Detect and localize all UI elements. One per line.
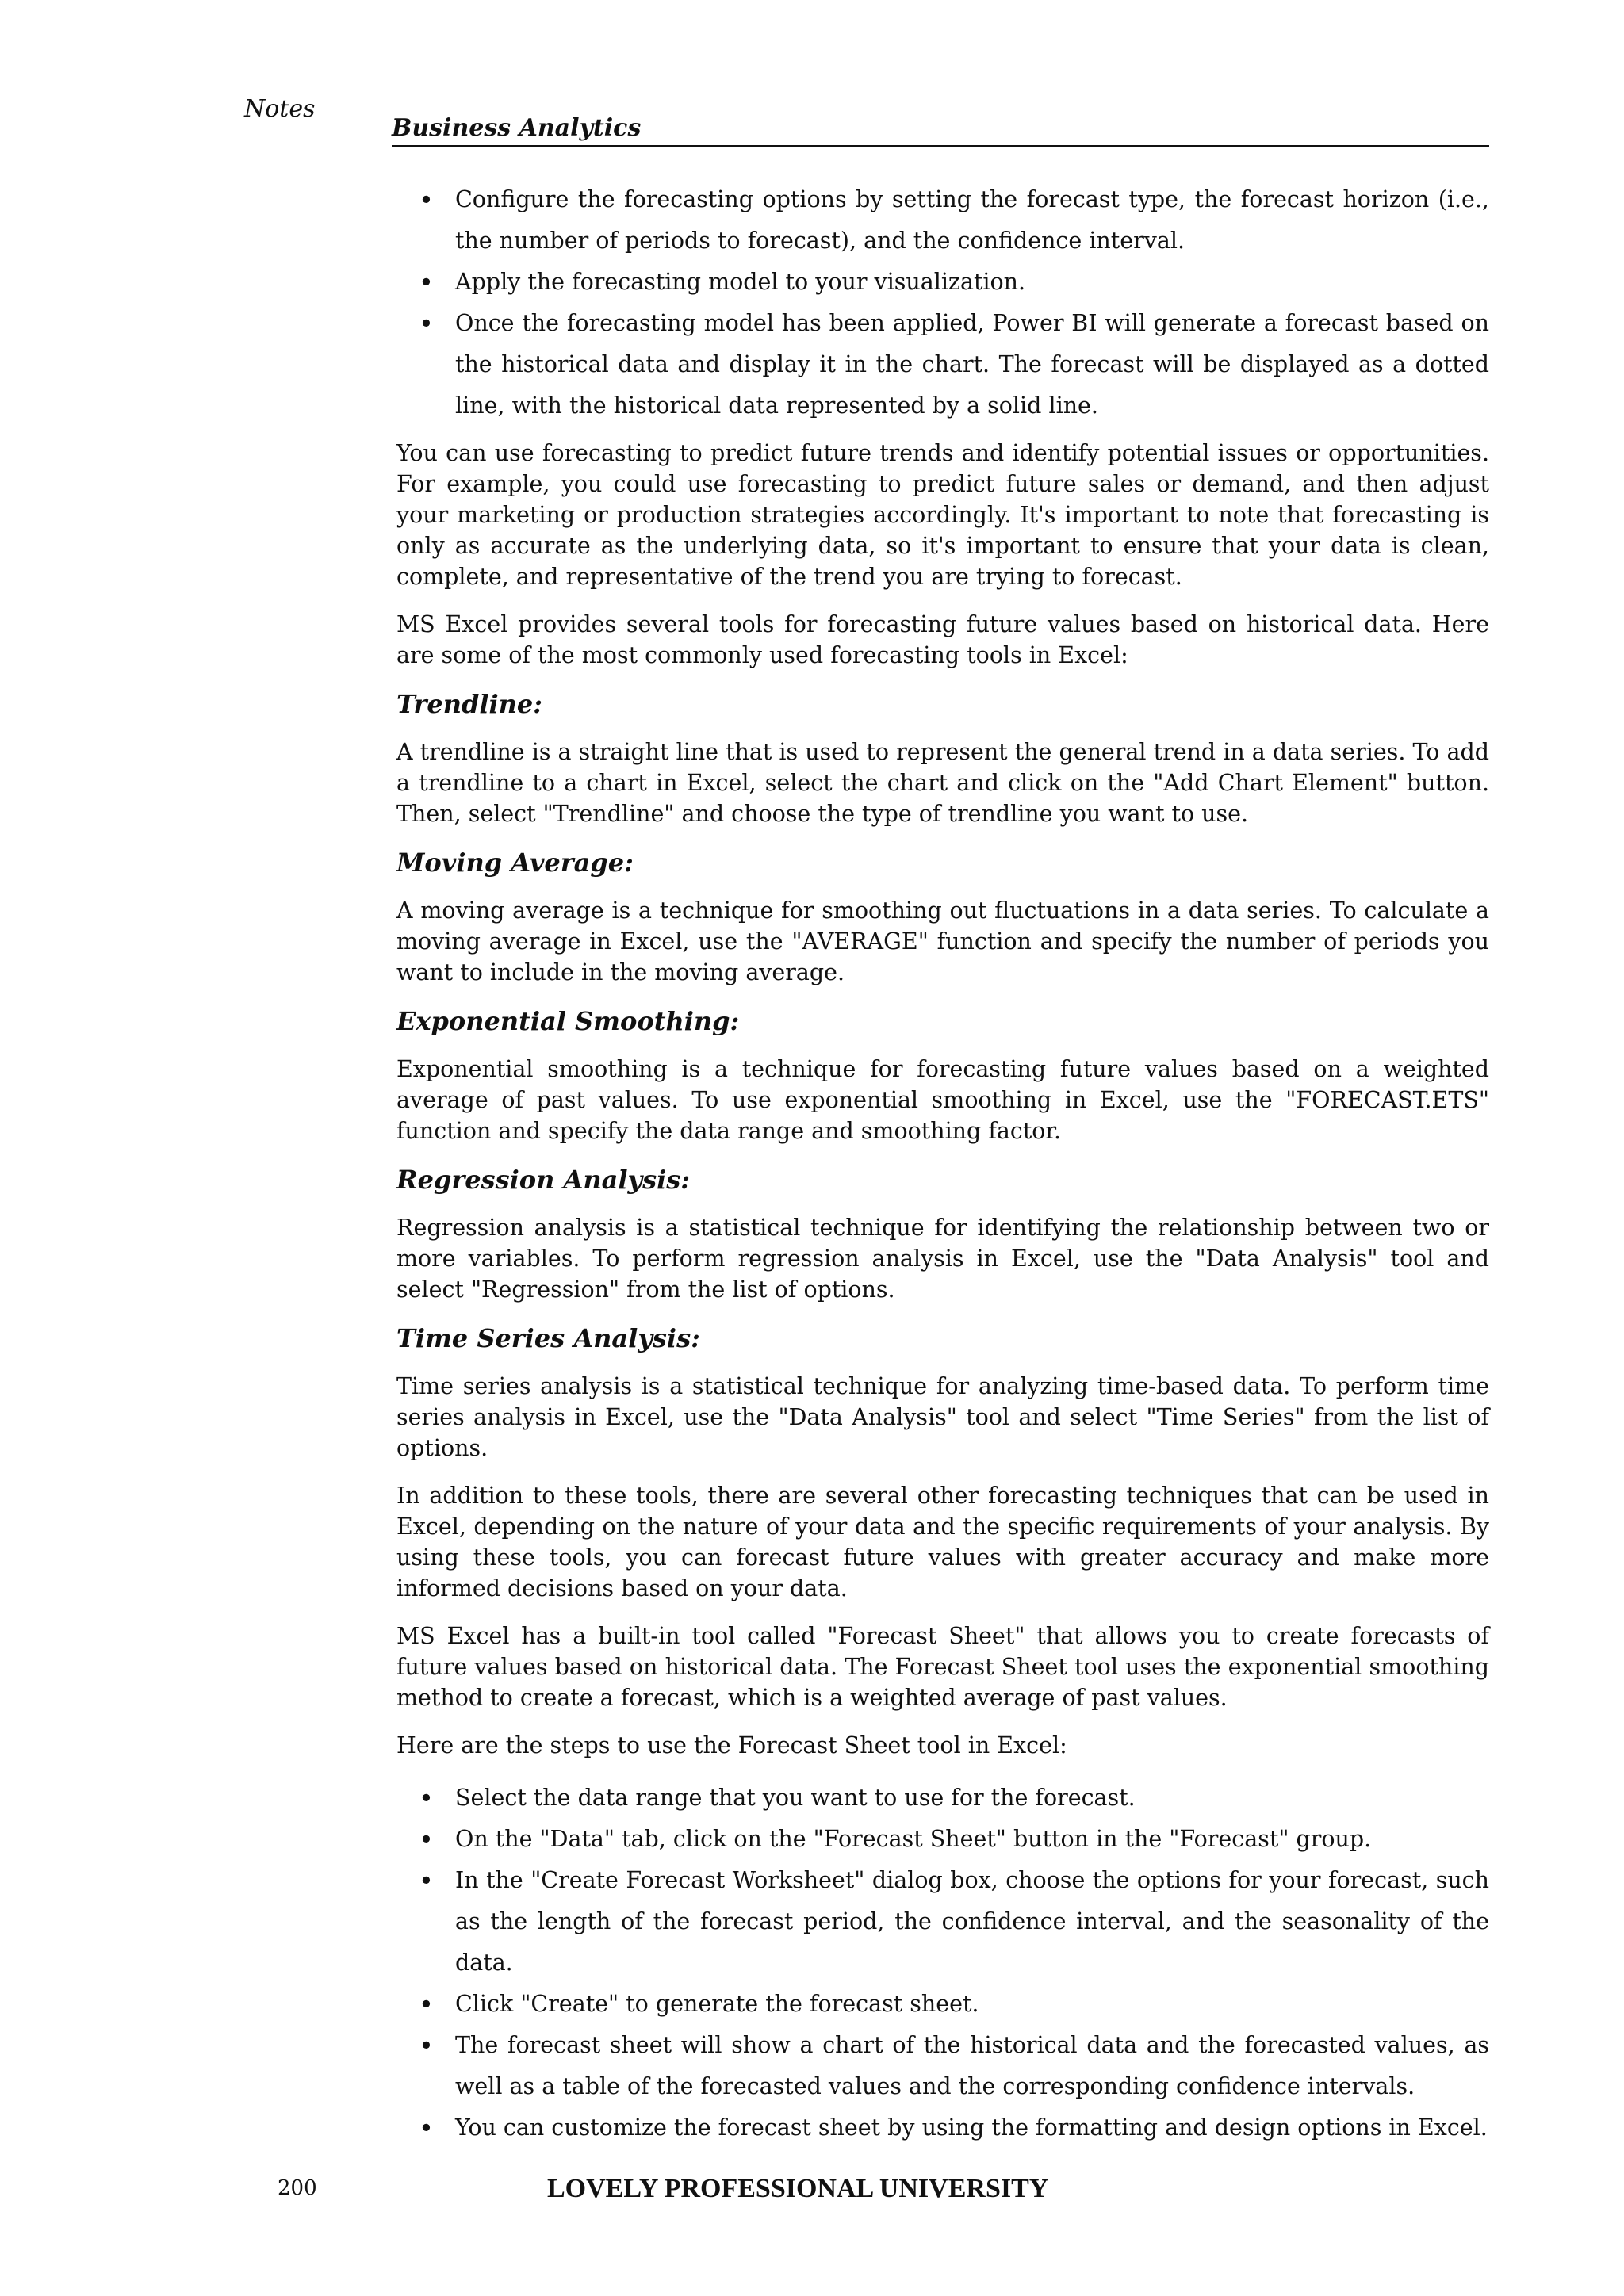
list-item: • Click "Create" to generate the forecast sheet.: [396, 1984, 1489, 2025]
list-item: • On the "Data" tab, click on the "Forecast Sheet" button in the "Forecast" group.: [396, 1819, 1489, 1860]
header-title: Business Analytics: [392, 114, 642, 142]
page-header: [392, 114, 1489, 147]
paragraph: MS Excel has a built-in tool called "Forecast Sheet" that allows you to create forecasts of future values based on historical data. The Forecast Sheet tool uses the exponential smoothing method to create a forecast, which is a weighted average of past values.: [396, 1623, 1489, 1711]
list-item: • Configure the forecasting options by setting the forecast type, the forecast horizon (i.e., the number of periods to forecast), and the confidence interval.: [396, 179, 1489, 262]
paragraph: You can use forecasting to predict future trends and identify potential issues or opportunities. For example, you could use forecasting to predict future sales or demand, and then adjust your marketing or production strategies accordingly. It's important to note that forecasting is only as accurate as the underlying data, so it's important to ensure that your data is clean, complete, and representative of the trend you are trying to forecast.: [396, 440, 1489, 590]
section-text: A trendline is a straight line that is used to represent the general trend in a data series. To add a trendline to a chart in Excel, select the chart and click on the "Add Chart Element" button. Then, select "Trendline" and choose the type of trendline you want to use.: [396, 739, 1489, 827]
paragraph: MS Excel provides several tools for forecasting future values based on historical data. Here are some of the most commonly used forecasting tools in Excel:: [396, 611, 1489, 668]
section-heading: Trendline:: [396, 689, 543, 719]
section-heading: Regression Analysis:: [396, 1165, 691, 1195]
section-heading: Moving Average:: [396, 848, 634, 878]
page-number: 200: [278, 2176, 317, 2200]
list-item: • Select the data range that you want to use for the forecast.: [396, 1777, 1489, 1819]
list-item: • Apply the forecasting model to your visualization.: [396, 262, 1489, 303]
section-heading: Time Series Analysis:: [396, 1323, 700, 1353]
section-text: Regression analysis is a statistical technique for identifying the relationship between two or more variables. To perform regression analysis in Excel, use the "Data Analysis" tool and select "Regression" from the list of options.: [396, 1215, 1489, 1303]
section-text: Exponential smoothing is a technique for forecasting future values based on a weighted average of past values. To use exponential smoothing in Excel, use the "FORECAST.ETS" function and specify the data range and smoothing factor.: [396, 1056, 1489, 1144]
footer-university: LOVELY PROFESSIONAL UNIVERSITY: [547, 2174, 1049, 2203]
section-text: A moving average is a technique for smoothing out fluctuations in a data series. To calculate a moving average in Excel, use the "AVERAGE" function and specify the number of periods you want to include in the moving average.: [396, 897, 1489, 985]
paragraph: Here are the steps to use the Forecast Sheet tool in Excel:: [396, 1732, 1067, 1758]
list-item: • Once the forecasting model has been applied, Power BI will generate a forecast based on the historical data and display it in the chart. The forecast will be displayed as a dotted line, with the historical data represented by a solid line.: [396, 303, 1489, 427]
section-text: Time series analysis is a statistical technique for analyzing time-based data. To perform time series analysis in Excel, use the "Data Analysis" tool and select "Time Series" from the list of options.: [396, 1373, 1489, 1461]
list-item: • The forecast sheet will show a chart of the historical data and the forecasted values, as well as a table of the forecasted values and the corresponding confidence intervals.: [396, 2025, 1489, 2107]
bullet-list-bottom: [396, 1777, 1489, 2149]
paragraph: In addition to these tools, there are several other forecasting techniques that can be used in Excel, depending on the nature of your data and the specific requirements of your analysis. By using these tools, you can forecast future values with greater accuracy and make more informed decisions based on your data.: [396, 1483, 1489, 1601]
list-item: • In the "Create Forecast Worksheet" dialog box, choose the options for your forecast, such as the length of the forecast period, the confidence interval, and the seasonality of the data.: [396, 1860, 1489, 1984]
page-content: [396, 179, 1489, 2160]
section-heading: Exponential Smoothing:: [396, 1006, 740, 1036]
margin-notes-label: Notes: [244, 95, 316, 123]
list-item: • You can customize the forecast sheet by using the formatting and design options in Excel.: [396, 2107, 1489, 2149]
bullet-list-top: [396, 179, 1489, 427]
